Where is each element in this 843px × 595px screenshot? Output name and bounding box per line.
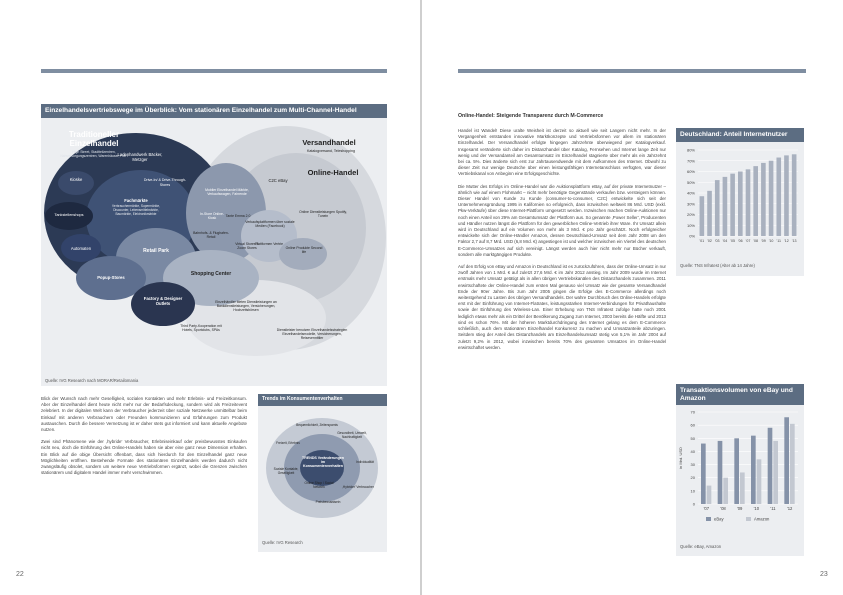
bar [700,196,705,236]
einzelhaendler-bieten-label: Einzelhändler bieten Dienstleistungen an Bankdienstleistungen, Versicherungen, Hochzeitsbörsen [215,300,277,312]
bar [730,174,735,236]
tante-emma-label: Tante Emma 2.0 [225,214,251,218]
y-tick-label: 50% [686,179,695,185]
bar-ebay [734,438,739,504]
y-axis-label: in Mrd. USD [678,447,683,469]
kioske-label: Kioske [69,177,83,182]
trend-item: Individualität [356,460,374,464]
bar-amazon [740,472,745,504]
chart2-title: Transaktionsvolumen von eBay und Amazon [676,384,804,405]
shopping-center-label: Shopping Center [190,271,232,277]
trend-item: Online Shop / Social Network [304,481,334,489]
left-paragraph-2: Zwei sind Phänomene wie der ‚hybride' Verbraucher, Erlebniseinkauf oder preisbewusstes Einkaufen nicht neu, doch die Einführung des Online-Handels haben sie aber eine ganz neue Dimension erhalten. Ein Blick auf die obige Übersicht offenbart, dass sich hierdurch für den Einzelhandel ganz neue Möglichkeiten eröffnen. Bestehende Formate des stationären Einzelhandels werden dadurch nicht zwangsläufig obsolet, sondern um weitere neue Vertriebsformen ergänzt, wobei die Grenzen zwischen stationärem und digitalem Handel immer mehr verschwimmen. [41,439,247,476]
drive-in-label: Drive-In/ & Drive-Through-Stores [143,178,187,187]
x-tick-label: '07 [703,506,710,511]
y-tick-label: 30% [686,201,695,207]
automaten-label: Automaten [70,246,92,251]
x-tick-label: '07 [745,239,751,243]
right-paragraph-1: Handel ist Wandel! Diese uralte Weisheit ist derzeit so aktuell wie seit Langem nicht mehr. In der Vergangenheit entstanden innovative Marktkonzepte und Vertriebsformen vor allem im stationären Einzelhandel. Der Versandhandel erfolgte hingegen Jahrzehnte überwiegend per Katalogverkauf. Insgesamt veränderte sich daher im Distanzhandel über Katalog, Fernsehen und Internet lange Zeit nur wenig und der Versandanteil am Gesamtumsatz im Einzelhandel stagnierte über mehr als ein Jahrzehnt bei ca. 5%. Dies änderte sich erst zur Jahrtausendwende mit dem Aufkommen des Internet. Obwohl zu dieser Zeit nur wenige Deutsche über einen leistungsfähigen Internetanschluss verfügten, war dieser Vertriebskanal von Anbeginn eine Erfolgsgeschichte. [458,128,666,177]
y-tick-label: 70 [690,409,695,415]
bar-amazon [773,441,778,504]
bar-ebay [784,417,789,504]
verkaufsplatt-label: Verkaufsplattformen über soziale Medien (Facebook) [245,220,295,228]
legend-label: Amazon [754,516,770,522]
popup-label: Popup-Stores [97,275,125,280]
fachmaerkte-subtitle: Verbrauchermärkte, Supermärkte, Discounter, Lebensmittelmärkte, Baumärkte, Elektronikmärkte [111,204,160,216]
y-tick-label: 0% [689,233,695,239]
legend-swatch [706,517,711,521]
legend-swatch [746,517,751,521]
bar-amazon [723,478,728,504]
x-tick-label: '13 [791,239,797,243]
trend-item: Bequemlichkeit, Zeitersparnis [296,423,338,427]
right-page [422,0,843,595]
traditional-subtitle: High Street, Stadtteilzentren, Nahversorgungszentren, Warenhäuser, FMH [60,150,128,158]
internet-users-chart [676,144,804,254]
bar-ebay [768,428,773,504]
bar [738,172,743,237]
x-tick-label: '06 [737,239,743,243]
transaction-volume-chart [676,408,804,534]
top-rule [458,69,806,73]
x-tick-label: '05 [730,239,735,243]
ladenhandwerk-label: Ladenhandwerk Bäcker, Metzger [117,152,163,162]
x-tick-label: '09 [761,239,766,243]
online-dienste-label: Online Dienstleistungen Spotify, Tunein [299,210,347,218]
trend-item: ‚Hybrider' Verbraucher [342,485,374,489]
x-tick-label: '11 [776,239,781,243]
factory-label: Factory & Designer Outlets [143,296,183,306]
y-tick-label: 50 [690,435,695,441]
trends-source: Quelle: IVG Research [262,540,303,545]
online-produkte-label: Online Produkte Second life [285,246,323,254]
left-body-text [41,396,247,482]
page-number-right: 23 [820,571,828,578]
left-page [0,0,421,595]
x-tick-label: '12 [786,506,793,511]
y-tick-label: 80% [686,147,695,153]
bar-amazon [757,459,762,504]
y-tick-label: 20% [686,212,695,217]
tankstellen-label: Tankstellenshops [54,213,84,217]
chart2-source: Quelle: eBay, Amazon [680,544,722,549]
right-paragraph-3: Auf den Erfolg von eBay und Amazon in Deutschland ist es zurückzuführen, dass der Online-Umsatz in nur zwölf Jahren von 1 Mrd. € auf zuletzt 27,6 Mrd. € im Jahr 2012 anstieg. Im Jahr 2009 wurde im Internet erstmals mehr Umsatz getätigt als in allen übrigen Vertriebskanälen des Distanzhandels zusammen. 2011 erwirtschaftete der Online-Handel zum ersten Mal genauso viel Umsatz wie der gesamte Versandhandel Ende der 90er Jahre. Bis zum Jahr 2005 gingen die Erfolge des E-Commerce allerdings noch weitestgehend zu Lasten des übrigen Versandhandels. Der wahre Durchbruch des Online-Handels erfolgte erst mit der Einführung von Internet-Flatrates, leistungsstarken Internet-Verbindungen für Privathaushalte sowie der Einführung des Wireless-Lan. Einer Erhebung von TNS Infratest zufolge hatte noch 2001 lediglich etwas mehr als ein Drittel der Bevölkerung Zugang zum Internet, 2003 bereits die Hälfte und 2013 sind es schon 76%. Mit der höheren Marktdurchdringung des Internet gelang es dem E-Commerce schließlich, auch dem stationären Einzelhandel Konkurrenz zu machen und Umsatzanteile abzuringen. Seitdem stieg der Anteil des Distanzhandels am Einzelhandelsumsatz stetig von 5,1% im Jahr 2004 auf zuletzt 9,2% in 2012, wobei inzwischen bereits 70% des gesamten Umsatzes im Online-Handel erwirtschaftet werden. [458,264,666,350]
bar [753,166,758,236]
figure-box [41,104,387,386]
trend-item: Preisbewusstsein [315,500,341,504]
bar-ebay [718,441,723,504]
figure-source: Quelle: IVG Research nach MORAR/Retailomania [45,378,139,383]
y-tick-label: 70% [686,158,695,164]
channel-diagram [41,118,387,372]
bar [776,158,781,236]
bar [746,169,751,236]
mobile-handel-label: Mobiler Einzelhandel Märkte, Verkaufswagen, Fahrende [205,188,249,196]
y-tick-label: 30 [690,462,695,468]
x-tick-label: '08 [753,239,759,243]
y-tick-label: 0 [692,501,695,507]
online-title: Online-Handel [307,168,359,177]
x-tick-label: '12 [784,239,789,243]
y-tick-label: 60 [690,422,695,428]
versandhandel-subtitle: Katalogversand, Teleshopping [306,149,356,153]
bar [761,163,766,236]
versandhandel-title: Versandhandel [302,138,356,147]
page-number-left: 22 [16,571,24,578]
bar-ebay [701,444,706,504]
c2c-label: C2C eBay [268,178,288,183]
x-tick-label: '10 [753,506,760,511]
bar [792,154,797,236]
traditional-title: Traditioneller Einzelhandel [68,130,120,148]
right-body-text [458,128,666,357]
top-rule [41,69,387,73]
kioske-oval [58,171,94,195]
chart1-title: Deutschland: Anteil Internetnutzer [676,128,804,142]
y-tick-label: 10 [690,488,695,494]
virtual-stores-label: Virtual Stores & Zoom Stores [235,242,259,250]
x-tick-label: '09 [736,506,743,511]
trends-center-label: TRENDS Veränderungen im Konsumentenverhalten [302,456,344,469]
x-tick-label: '03 [714,239,720,243]
section-heading: Online-Handel: Steigende Transparenz durch M-Commerce [458,113,604,119]
instore-label: In-Store Online-Kiosk [200,212,224,220]
fachmaerkte-label: Fachmärkte [124,198,148,203]
trend-item: Gesundheit, Umwelt, Nachhaltigkeit [337,431,367,439]
y-tick-label: 40 [690,448,695,454]
retail-park-label: Retail Park [143,248,169,254]
right-paragraph-2: Die Mutter des Erfolgs im Online-Handel war die Auktionsplattform eBay, auf der private Internetnutzer – ähnlich wie auf einem Flohmarkt – nicht mehr benötigte Gegenstände verkaufen bzw. versteigern können. Dieser Handel von Kunde zu Kunde (consumer-to-consumer, C2C) entwickelte sich seit der Unternehmensgründung 1995 in Kalifornien so erfolgreich, dass inzwischen weltweit 86 Mrd. USD (exkl. Pkw-Verkäufe) über diese Internet-Plattform umgesetzt werden. Inzwischen machen Online-Auktionen nur noch einen Anteil von 29% am Gesamtumsatz der Plattform aus. So genannte ‚Power Seller', Producenten und Händler nutzen längst die Plattform für den gewerblichen Online-Vertrieb ihrer Ware. Ihr Umsatz allein wird in Deutschland auf ein Volumen von mehr als 3 Mrd. € pro Jahr geschätzt. Noch erfolgreicher entwickelte sich der Online-Händler Amazon, dessen Deutschland-Umsatz seit dem Jahr 2008 um den Faktor 2,7 auf 8,7 Mrd. USD (6,8 Mrd. €) angestiegen ist und welcher inzwischen ein Viertel des deutschen E-Commerce-Umsatzes auf sich vereinigt. Längst werden auch hier nicht mehr nur Bücher verkauft, sondern alle marktgängigen Produkte. [458,183,666,257]
legend-label: eBay [714,516,724,522]
bar-ebay [751,436,756,504]
trends-box [258,394,387,552]
bar [723,177,728,236]
left-paragraph-1: Blick der Wunsch nach mehr Geselligkeit, sozialen Kontakten und mehr Erlebnis- und Freizeitkonsum. Aber der Einzelhandel dient heute nicht mehr nur der Bedarfsdeckung, sondern wird als Freizeitevent zelebriert. In der digitalen Welt kann der Verbraucher jederzeit über soziale Netzwerke unmittelbar beim Einkauf mit anderen Verbrauchern oder Freunden kommunizieren und Erfahrungen zum Produkt austauschen. Durch die bessere Vernetzung ist er daher stets gut informiert und kann aktuelle Angebote nutzen. [41,396,247,433]
y-tick-label: 10% [686,222,695,228]
x-tick-label: '04 [722,239,728,243]
x-tick-label: '10 [768,239,774,243]
trends-title: Trends im Konsumentenverhalten [258,394,387,406]
y-tick-label: 20 [690,475,695,481]
bar [715,180,720,236]
bar-amazon [790,424,795,504]
bahnhof-label: Bahnhofs- & Flughafen-Retail [193,231,229,239]
x-tick-label: '02 [707,239,712,243]
trend-item: Freizeit, Erlebnis [276,441,300,445]
bar [784,155,789,236]
dienstleister-label: Dienstleister benutzen Einzelhandelsstrategien Einzelhandelsmodelle, Versicherungen, Reisevermittler [276,328,348,340]
y-tick-label: 60% [686,169,695,174]
transaction-volume-chart-box [676,384,804,556]
figure-title: Einzelhandelsvertriebswege im Überblick: Vom stationären Einzelhandel zum Multi-Channel-Handel [41,104,387,118]
y-tick-label: 40% [686,190,695,196]
third-party-label: Third Party-Kooperation mit Hotels, Sportclubs, SPAs [180,324,222,332]
x-tick-label: '11 [770,506,776,511]
chart1-source: Quelle: TNS Infratest (Alter ab 14 Jahre) [680,263,755,268]
x-tick-label: '01 [699,239,705,243]
plattformen-label: Plattformen Vertrie [254,242,284,246]
bar-amazon [707,486,712,504]
internet-users-chart-box [676,128,804,276]
bar [769,161,774,236]
x-tick-label: '08 [720,506,726,511]
trend-item: Soziale Kontakte, Geselligkeit [273,467,299,475]
bar [707,191,712,236]
